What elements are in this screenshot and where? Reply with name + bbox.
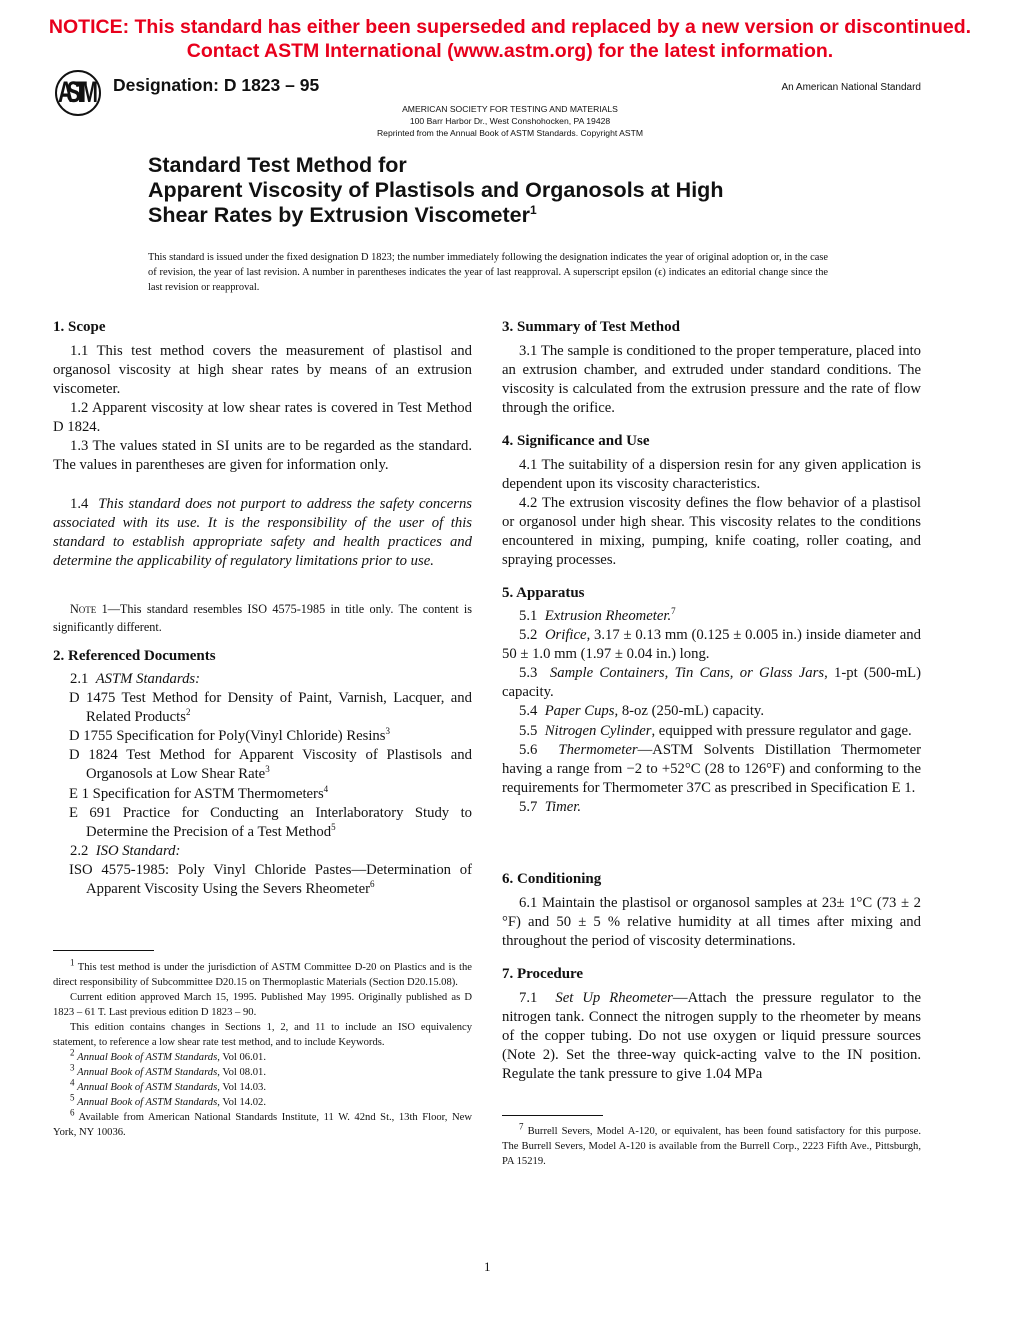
para-1-3: 1.3 The values stated in SI units are to be regarded as the standard. The values in parentheses are given for information only.: [53, 438, 472, 474]
fn-sup: 1: [70, 957, 75, 968]
item-name: Orifice: [544, 627, 587, 644]
ref-text: ISO 4575-1985: Poly Vinyl Chloride Pastes—Determination of Apparent Viscosity Using the Severs Rheometer: [69, 861, 472, 898]
apparatus-item: [502, 626, 921, 664]
ref-sup: 6: [369, 879, 375, 890]
apparatus-list: [502, 607, 921, 817]
fn-text: , Vol 06.01.: [217, 1052, 266, 1063]
item-text: , equipped with pressure regulator and gage.: [651, 722, 912, 739]
ref-text: E 1 Specification for ASTM Thermometers: [69, 785, 324, 802]
ref-text: D 1755 Specification for Poly(Vinyl Chloride) Resins: [69, 728, 386, 745]
ref-text: E 691 Practice for Conducting an Interlaboratory Study to Determine the Precision of a Test Method: [69, 804, 472, 840]
fn-em: Annual Book of ASTM Standards: [77, 1097, 218, 1108]
ref-sup: 5: [331, 821, 336, 832]
ref-item: [53, 689, 472, 727]
para-number: 5.5: [519, 722, 538, 739]
title-footnote-ref: 1: [529, 202, 537, 217]
para-3-1: 3.1 The sample is conditioned to the proper temperature, placed into an extrusion chamber, and extruded under standard conditions. The viscosity is calculated from the extrusion pressure and the rate of flow through the orifice.: [502, 343, 921, 417]
item-text: , 3.17 ± 0.13 mm (0.125 ± 0.005 in.) inside diameter and 50 ± 1.0 mm (1.97 ± 0.04 in.) long.: [502, 627, 921, 663]
para-number: 5.2: [519, 627, 538, 644]
para-text: —Attach the pressure regulator to the nitrogen tank. Connect the nitrogen supply to the rheometer by means of the copper tubing. Do not use oxygen or liquid pressure sources (Note 2). Set the three-way quick-acting valve to the IN position. Regulate the tank pressure to give 1.04 MPa: [502, 990, 922, 1083]
item-text: , 8-oz (250-mL) capacity.: [614, 703, 764, 720]
fn-em: Annual Book of ASTM Standards: [77, 1067, 218, 1078]
society-name: AMERICAN SOCIETY FOR TESTING AND MATERIALS: [402, 104, 618, 114]
item-text: —ASTM Solvents Distillation Thermometer having a range from −2 to +52°C (28 to 126°F) and conforming to the requirements for Thermometer 37C as prescribed in Specification E 1.: [502, 741, 921, 796]
ref-sup: 3: [385, 726, 390, 737]
para-number: 5.7: [519, 798, 538, 815]
note-label: Note 1: [70, 602, 108, 616]
para-6-1: 6.1 Maintain the plastisol or organosol samples at 23± 1°C (73 ± 2 °F) and 50 ± 5 % relative humidity at all times after mixing and throughout the period of viscosity determinations.: [502, 895, 921, 950]
footnote-7: [502, 1121, 921, 1169]
ref-sup: 2: [185, 707, 191, 718]
fn-text: Available from American National Standards Institute, 11 W. 42nd St., 13th Floor, New York, NY 10036.: [53, 1112, 472, 1138]
note-1: [53, 600, 472, 636]
para-1-4: [53, 495, 472, 571]
society-address: 100 Barr Harbor Dr., West Conshohocken, PA 19428: [409, 116, 611, 126]
para-number: 5.6: [519, 741, 538, 758]
subheading-astm: ASTM Standards:: [95, 671, 201, 687]
item-name: Thermometer: [558, 741, 638, 758]
item-name: Paper Cups: [544, 703, 615, 720]
fn-sup: 4: [70, 1077, 75, 1088]
ref-text: D 1475 Test Method for Density of Paint, Varnish, Lacquer, and Related Products: [69, 690, 472, 726]
document-title: [148, 153, 723, 228]
para-4-2: 4.2 The extrusion viscosity defines the flow behavior of a plastisol or organosol under high shear. This viscosity relates to the conditions encountered in mixing, pumping, knife coating, roller coating, and spraying processes.: [502, 495, 921, 569]
para-number: 7.1: [519, 990, 538, 1006]
reprint-notice: Reprinted from the Annual Book of ASTM Standards. Copyright ASTM: [376, 128, 644, 138]
apparatus-item: [502, 741, 921, 798]
referenced-documents: [53, 670, 472, 899]
item-name: Timer.: [544, 798, 582, 815]
svg-text:ASTM: ASTM: [58, 76, 98, 110]
footnote-divider: [53, 950, 154, 951]
section-1-heading: 1. Scope: [53, 319, 106, 335]
fn-text: , Vol 14.02.: [217, 1097, 266, 1108]
apparatus-item: [502, 664, 921, 702]
fn-text: Burrell Severs, Model A-120, or equivalent, has been found satisfactory for this purpose. The Burrell Severs, Model A-120 is available from the Burrell Corp., 2223 Fifth Ave., Pittsburgh, PA 15219.: [502, 1126, 921, 1167]
fn-text: This edition contains changes in Sections 1, 2, and 11 to include an ISO equivalency statement, to reference a low shear rate test method, and to include Keywords.: [53, 1022, 472, 1048]
ref-item-iso: [53, 861, 472, 899]
item-text: , 1-pt (500-mL) capacity.: [502, 665, 922, 701]
ref-item: [53, 785, 472, 804]
section-5-heading: 5. Apparatus: [502, 585, 585, 601]
issuance-statement: This standard is issued under the fixed designation D 1823; the number immediately following the designation indicates the year of original adoption or, in the case of revision, the year of last revision. A number in parentheses indicates the year of last reapproval. A superscript epsilon (ϵ) indicates an editorial change since the last revision or reapproval.: [148, 252, 829, 293]
apparatus-item: [502, 702, 921, 721]
section-7-heading: 7. Procedure: [502, 966, 584, 982]
para-number: 5.3: [519, 665, 538, 682]
american-national-standard: An American National Standard: [781, 82, 921, 93]
fn-text: This test method is under the jurisdiction of ASTM Committee D-20 on Plastics and is the direct responsibility of Subcommittee D20.15 on Thermoplastic Materials (Section D20.15.08).: [53, 962, 472, 988]
fn-sup: 6: [70, 1107, 75, 1118]
para-4-1: 4.1 The suitability of a dispersion resin for any given application is dependent upon its viscosity characteristics.: [502, 457, 921, 493]
apparatus-item: [502, 722, 921, 741]
society-block: [0, 103, 1020, 139]
designation: Designation: D 1823 – 95: [113, 75, 320, 95]
notice-line-2: Contact ASTM International (www.astm.org) for the latest information.: [186, 40, 834, 62]
ref-sup: 3: [265, 764, 270, 775]
para-number: 1.4: [70, 496, 89, 512]
section-4-heading: 4. Significance and Use: [502, 433, 650, 449]
para-number: 2.1: [70, 671, 89, 687]
subheading-iso: ISO Standard:: [95, 842, 181, 859]
ref-item: [53, 746, 472, 784]
fn-em: Annual Book of ASTM Standards: [77, 1082, 218, 1093]
para-number: 5.4: [519, 703, 538, 720]
para-1-1: 1.1 This test method covers the measurement of plastisol and organosol viscosity at high shear rates by means of an extrusion viscometer.: [53, 343, 472, 398]
fn-text: , Vol 08.01.: [217, 1067, 266, 1078]
item-name: Extrusion Rheometer.: [544, 608, 672, 624]
item-name: Set Up Rheometer: [555, 990, 673, 1006]
section-6-heading: 6. Conditioning: [502, 871, 602, 887]
item-name: Sample Containers, Tin Cans, or Glass Jars: [549, 665, 825, 682]
title-line-3: Shear Rates by Extrusion Viscometer: [148, 203, 530, 227]
para-1-2: 1.2 Apparent viscosity at low shear rates is covered in Test Method D 1824.: [53, 400, 472, 436]
fn-sup: 7: [519, 1121, 524, 1132]
safety-statement: This standard does not purport to address the safety concerns associated with its use. It is the responsibility of the user of this standard to establish appropriate safety and health practices and determine the applicability of regulatory limitations prior to use.: [53, 496, 473, 570]
ref-sup: 4: [323, 783, 329, 794]
para-number: 2.2: [70, 842, 89, 859]
fn-text: Current edition approved March 15, 1995. Published May 1995. Originally published as D 1823 – 61 T. Last previous edition D 1823 – 90.: [53, 992, 472, 1018]
title-line-2: Apparent Viscosity of Plastisols and Organosols at High: [148, 178, 724, 202]
item-name: Nitrogen Cylinder: [544, 722, 652, 739]
footnotes-left: [53, 957, 472, 1140]
notice-line-1: NOTICE: This standard has either been superseded and replaced by a new version or discontinued.: [48, 16, 972, 38]
para-number: 5.1: [519, 608, 538, 624]
note-text: —This standard resembles ISO 4575-1985 in title only. The content is significantly different.: [53, 602, 473, 634]
para-7-1: [502, 989, 921, 1084]
ref-text: D 1824 Test Method for Apparent Viscosity of Plastisols and Organosols at Low Shear Rate: [69, 747, 472, 783]
footnote-divider-right: [502, 1115, 603, 1116]
ref-item: [53, 804, 472, 842]
fn-sup: 3: [70, 1062, 75, 1073]
ref-item: [53, 727, 472, 746]
section-3-heading: 3. Summary of Test Method: [502, 319, 680, 335]
fn-ref: 7: [671, 606, 676, 617]
fn-text: , Vol 14.03.: [217, 1082, 266, 1093]
fn-em: Annual Book of ASTM Standards: [77, 1052, 218, 1063]
page-number: 1: [484, 1259, 491, 1274]
fn-sup: 2: [70, 1047, 75, 1058]
section-2-heading: 2. Referenced Documents: [53, 648, 216, 664]
apparatus-item: [502, 798, 921, 817]
title-line-1: Standard Test Method for: [148, 153, 407, 177]
fn-sup: 5: [70, 1092, 75, 1103]
apparatus-item: [502, 607, 921, 626]
